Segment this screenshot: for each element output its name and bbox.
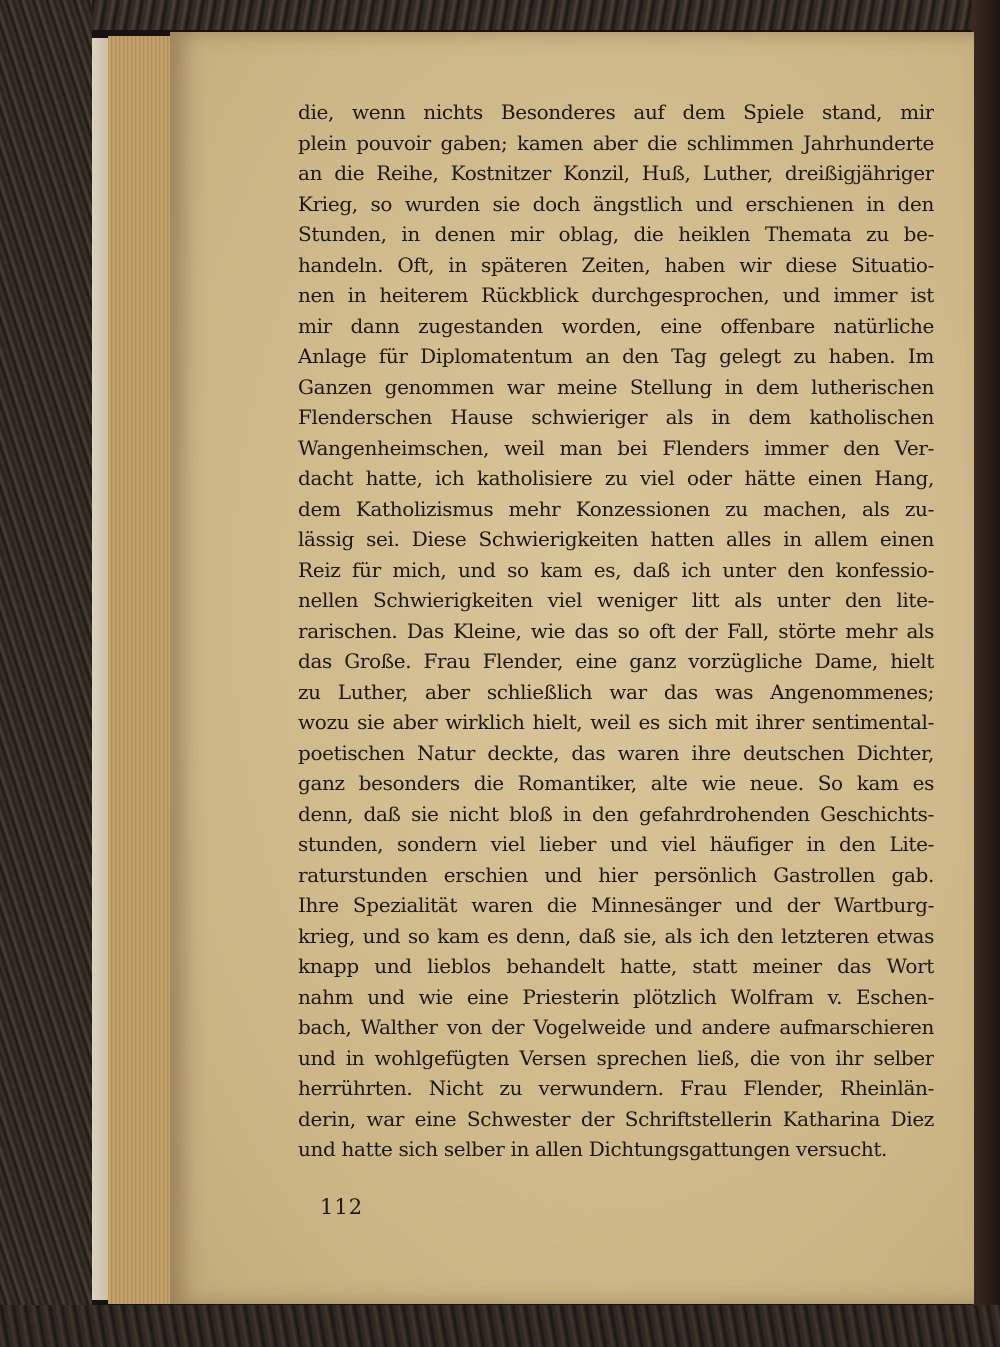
text-line: bach, Walther von der Vogelweide und andere aufmarschieren <box>298 1015 934 1039</box>
text-line: raturstunden erschien und hier persönlich Gastrollen gab. <box>298 862 934 887</box>
book-cover-right <box>972 0 1000 1347</box>
page-number: 112 <box>320 1195 364 1219</box>
body-text <box>298 97 934 1165</box>
text-line: nahm und wie eine Priesterin plötzlich Wolfram v. Eschen- <box>298 984 934 1009</box>
text-line: dacht hatte, ich katholisiere zu viel oder hätte einen Hang, <box>298 466 934 490</box>
text-line: poetischen Natur deckte, das waren ihre deutschen Dichter, <box>298 740 934 765</box>
text-line: krieg, und so kam es denn, daß sie, als ich den letzteren etwas <box>298 923 934 948</box>
text-line: derin, war eine Schwester der Schriftstellerin Katharina Diez <box>298 1106 934 1131</box>
text-line: plein pouvoir gaben; kamen aber die schlimmen Jahrhunderte <box>298 130 934 155</box>
text-line: Stunden, in denen mir oblag, die heiklen Themata zu be- <box>298 222 934 246</box>
text-line: stunden, sondern viel lieber und viel häufiger in den Lite- <box>298 832 934 856</box>
text-line: das Große. Frau Flender, eine ganz vorzügliche Dame, hielt <box>298 649 934 673</box>
text-line: herrührten. Nicht zu verwundern. Frau Flender, Rheinlän- <box>298 1076 934 1100</box>
text-line: Krieg, so wurden sie doch ängstlich und erschienen in den <box>298 191 934 216</box>
text-line: handeln. Oft, in späteren Zeiten, haben wir diese Situatio- <box>298 252 934 277</box>
text-line: zu Luther, aber schließlich war das was Angenommenes; <box>298 679 934 704</box>
text-line: Ihre Spezialität waren die Minnesänger und der Wartburg- <box>298 893 934 917</box>
text-line: Wangenheimschen, weil man bei Flenders immer den Ver- <box>298 435 934 460</box>
text-line: die, wenn nichts Besonderes auf dem Spiele stand, mir <box>298 100 934 124</box>
text-line: Ganzen genommen war meine Stellung in dem lutherischen <box>298 374 934 399</box>
text-line: mir dann zugestanden worden, eine offenbare natürliche <box>298 313 934 338</box>
text-line: Reiz für mich, und so kam es, daß ich unter den konfessio- <box>298 557 934 582</box>
text-line: lässig sei. Diese Schwierigkeiten hatten alles in allem einen <box>298 527 934 551</box>
text-line: dem Katholizismus mehr Konzessionen zu machen, als zu- <box>298 496 934 521</box>
text-line: Flenderschen Hause schwieriger als in dem katholischen <box>298 405 934 429</box>
book-cover-left <box>0 0 92 1347</box>
text-line: an die Reihe, Kostnitzer Konzil, Huß, Luther, dreißigjähriger <box>298 161 934 185</box>
text-line: knapp und lieblos behandelt hatte, statt meiner das Wort <box>298 954 934 978</box>
text-line: ganz besonders die Romantiker, alte wie neue. So kam es <box>298 771 934 795</box>
text-line: Anlage für Diplomatentum an den Tag gelegt zu haben. Im <box>298 344 934 368</box>
text-line: nellen Schwierigkeiten viel weniger litt als unter den lite- <box>298 588 934 612</box>
book-cover-top <box>0 0 1000 30</box>
book-cover-bottom <box>0 1305 1000 1347</box>
text-line: nen in heiterem Rückblick durchgesprochen, und immer ist <box>298 283 934 307</box>
text-line: und in wohlgefügten Versen sprechen ließ, die von ihr selber <box>298 1045 934 1070</box>
text-line: rarischen. Das Kleine, wie das so oft der Fall, störte mehr als <box>298 618 934 643</box>
page-gilt-edge <box>108 36 178 1304</box>
text-line: wozu sie aber wirklich hielt, weil es sich mit ihrer sentimental- <box>298 710 934 734</box>
text-line: denn, daß sie nicht bloß in den gefahrdrohenden Geschichts- <box>298 801 934 826</box>
text-line-last: und hatte sich selber in allen Dichtungsgattungen versucht. <box>298 1137 888 1161</box>
